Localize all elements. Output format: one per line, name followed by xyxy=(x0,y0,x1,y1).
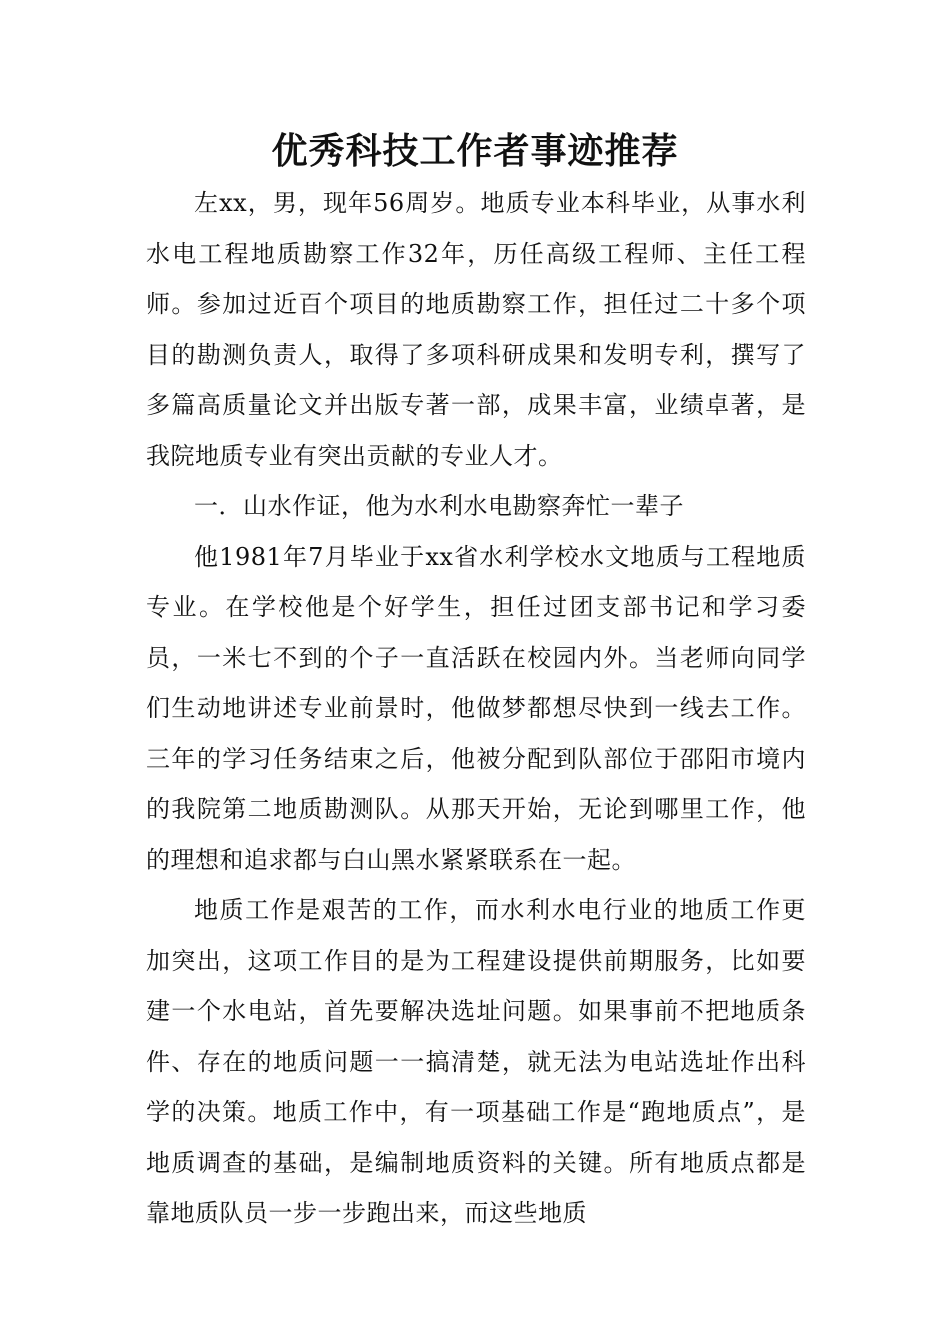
document-body xyxy=(146,178,806,1239)
paragraph-intro: 左xx，男，现年56周岁。地质专业本科毕业，从事水利水电工程地质勘察工作32年，历任高级工程师、主任工程师。参加过近百个项目的地质勘察工作，担任过二十多个项目的勘测负责人，取得了多项科研成果和发明专利，撰写了多篇高质量论文并出版专著一部，成果丰富，业绩卓著，是我院地质专业有突出贡献的专业人才。 xyxy=(146,189,806,470)
document-title: 优秀科技工作者事迹推荐 xyxy=(271,130,679,172)
paragraph-education: 他1981年7月毕业于xx省水利学校水文地质与工程地质专业。在学校他是个好学生，担任过团支部书记和学习委员，一米七不到的个子一直活跃在校园内外。当老师向同学们生动地讲述专业前景时，他做梦都想尽快到一线去工作。三年的学习任务结束之后，他被分配到队部位于邵阳市境内的我院第二地质勘测队。从那天开始，无论到哪里工作，他的理想和追求都与白山黑水紧紧联系在一起。 xyxy=(146,542,806,874)
paragraph-geology-work: 地质工作是艰苦的工作，而水利水电行业的地质工作更加突出，这项工作目的是为工程建设提供前期服务，比如要建一个水电站，首先要解决选址问题。如果事前不把地质条件、存在的地质问题一一搞清楚，就无法为电站选址作出科学的决策。地质工作中，有一项基础工作是“跑地质点”，是地质调查的基础，是编制地质资料的关键。所有地质点都是靠地质队员一步一步跑出来，而这些地质 xyxy=(146,896,806,1227)
section-heading: 一．山水作证，他为水利水电勘察奔忙一辈子 xyxy=(194,492,684,520)
